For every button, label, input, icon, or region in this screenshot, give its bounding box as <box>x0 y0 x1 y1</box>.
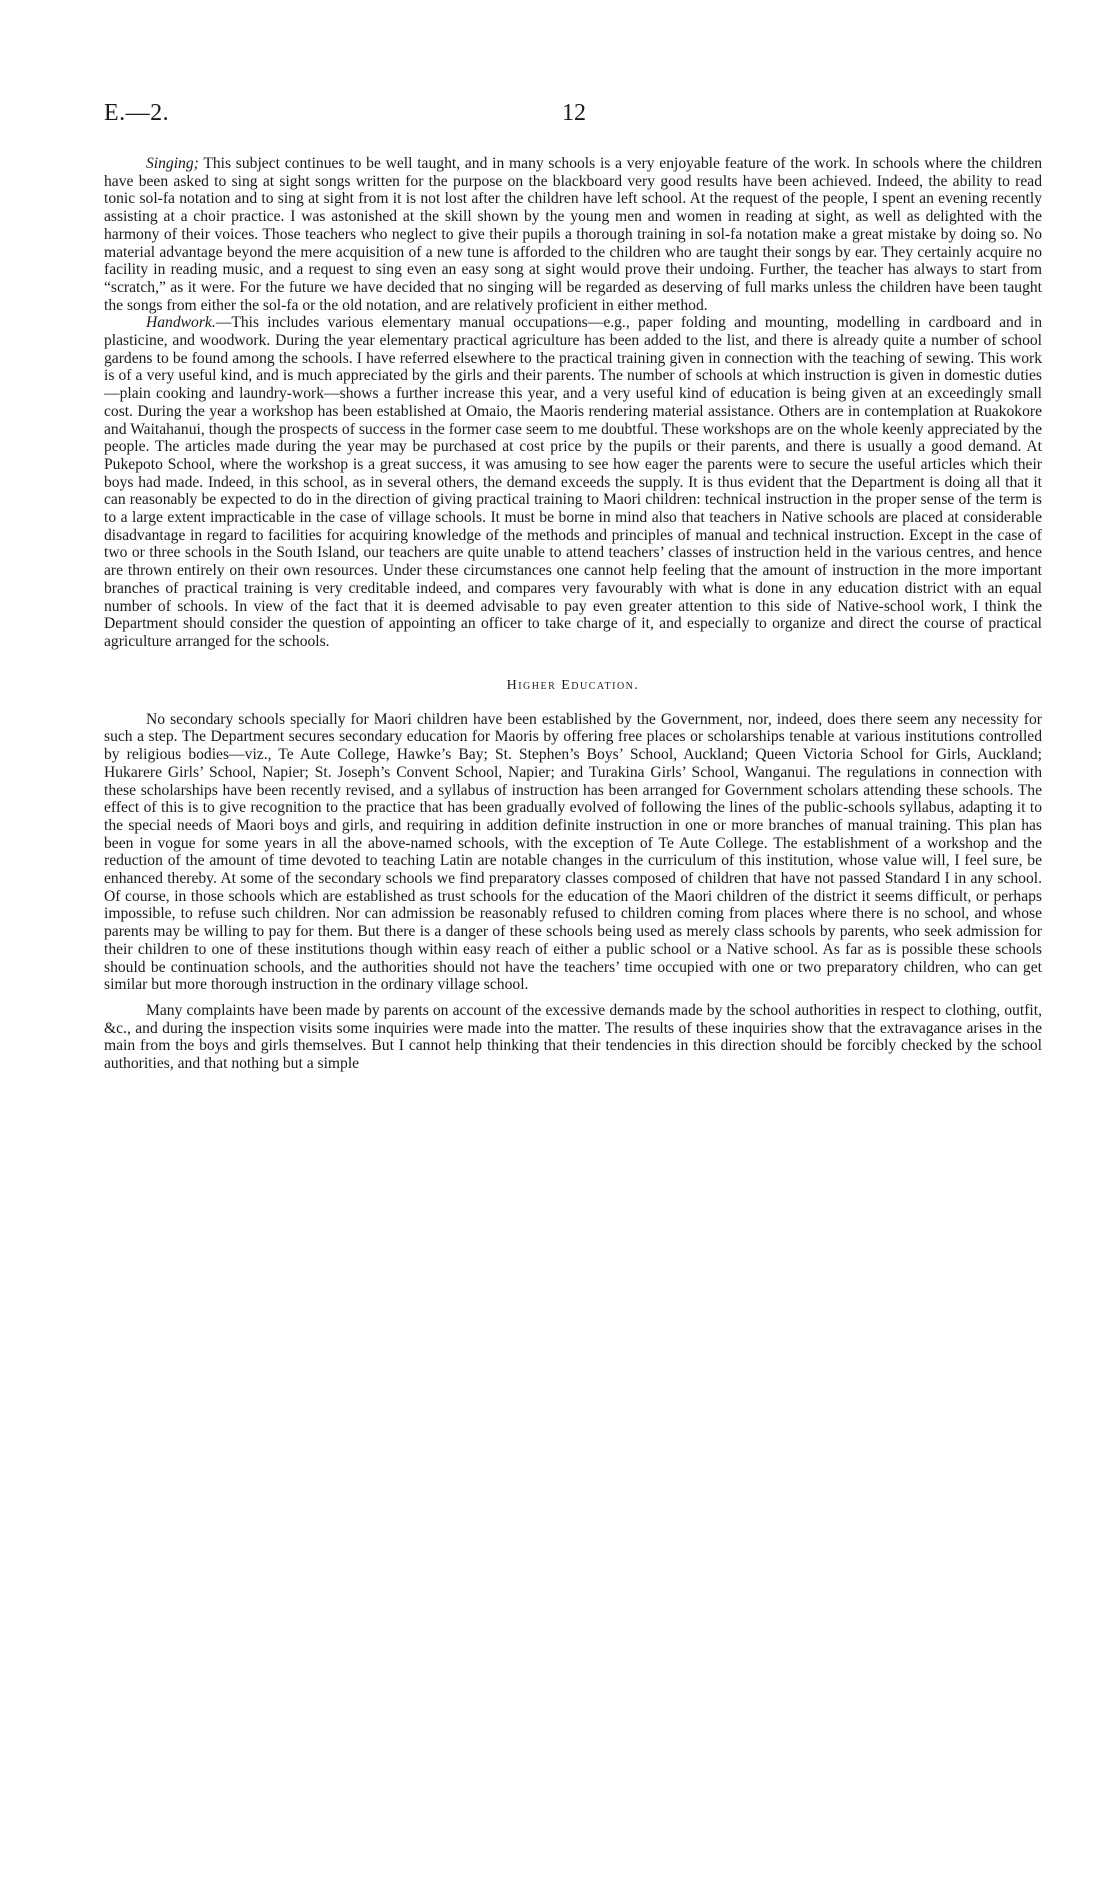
handwork-text: —This includes various elementary manual occupations—e.g., paper folding and mounting, modelling in cardboard and in plasticine, and woodwork. During the year elementary practical agriculture has been added to the list, and there is already quite a number of school gardens to be found among the schools. I have referred elsewhere to the practical training given in connection with the teaching of sewing. This work is of a very useful kind, and is much appreciated by the girls and their parents. The number of schools at which instruction is given in domestic duties—plain cooking and laundry-work—shows a further increase this year, and a very useful kind of education is being given at an exceedingly small cost. During the year a workshop has been established at Omaio, the Maoris rendering material assistance. Others are in contemplation at Ruakokore and Waitahanui, though the prospects of success in the former case seem to me doubtful. These workshops are on the whole keenly appreciated by the people. The articles made during the year may be purchased at cost price by the pupils or their parents, and there is usually a good demand. At Pukepoto School, where the workshop is a great success, it was amusing to see how eager the parents were to secure the useful articles which their boys had made. Indeed, in this school, as in several others, the demand exceeds the supply. It is thus evident that the Department is doing all that it can reasonably be expected to do in the direction of giving practical training to Maori children: technical instruction in the proper sense of the term is to a large extent impracticable in the case of village schools. It must be borne in mind also that teachers in Native schools are placed at considerable disadvantage in regard to facilities for acquiring knowledge of the methods and principles of manual and technical instruction. Except in the case of two or three schools in the South Island, our teachers are quite unable to attend teachers’ classes of instruction held in the various centres, and hence are thrown entirely on their own resources. Under these circumstances one cannot help feeling that the amount of instruction in the more important branches of practical training is very creditable indeed, and compares very favourably with what is done in any education district with an equal number of schools. In view of the fact that it is deemed advisable to pay even greater attention to this side of Native-school work, I think the Department should consider the question of appointing an officer to take charge of it, and especially to organize and direct the course of practical agriculture arranged for the schools. <box>104 314 1042 650</box>
singing-paragraph <box>104 155 1042 314</box>
singing-lead: Singing; <box>146 155 199 172</box>
higher-education-paragraph-1: No secondary schools specially for Maori children have been established by the Government, nor, indeed, does there seem any necessity for such a step. The Department secures secondary education for Maoris by offering free places or scholarships tenable at various institutions controlled by religious bodies—viz., Te Aute College, Hawke’s Bay; St. Stephen’s Boys’ School, Auckland; Queen Victoria School for Girls, Auckland; Hukarere Girls’ School, Napier; St. Joseph’s Convent School, Napier; and Turakina Girls’ School, Wanganui. The regulations in connection with these scholarships have been recently revised, and a syllabus of instruction has been arranged for Government scholars attending these schools. The effect of this is to give recognition to the practice that has been gradually evolved of following the lines of the public-schools syllabus, adapting it to the special needs of Maori boys and girls, and requiring in addition definite instruction in one or more branches of manual training. This plan has been in vogue for some years in all the above-named schools, with the exception of Te Aute College. The establishment of a workshop and the reduction of the amount of time devoted to teaching Latin are notable changes in the curriculum of this institution, whose value will, I feel sure, be enhanced thereby. At some of the secondary schools we find preparatory classes composed of children that have not passed Standard I in any school. Of course, in those schools which are established as trust schools for the education of the Maori children of the district it seems difficult, or perhaps impossible, to refuse such children. Nor can admission be reasonably refused to children coming from places where there is no school, and whose parents may be willing to pay for them. But there is a danger of these schools being used as merely class schools by parents, who seek admission for their children to one of these institutions though within easy reach of either a public school or a Native school. As far as is possible these schools should be continuation schools, and the authorities should not have the teachers’ time occupied with one or two preparatory children, who can get similar but more thorough instruction in the ordinary village school. <box>104 710 1042 994</box>
page-number: 12 <box>562 100 586 126</box>
body-text <box>104 155 1042 1073</box>
document-reference: E.—2. <box>104 100 170 126</box>
paragraph-gap <box>104 994 1042 1002</box>
handwork-paragraph <box>104 314 1042 650</box>
higher-education-paragraph-2: Many complaints have been made by parents on account of the excessive demands made by the school authorities in respect to clothing, outfit, &c., and during the inspection visits some inquiries were made into the matter. The results of these inquiries show that the extravagance arises in the main from the boys and girls themselves. But I cannot help thinking that their tendencies in this direction should be forcibly checked by the school authorities, and that nothing but a simple <box>104 1001 1042 1073</box>
page-header <box>104 100 1044 130</box>
singing-text: This subject continues to be well taught, and in many schools is a very enjoyable feature of the work. In schools where the children have been asked to sing at sight songs written for the purpose on the blackboard very good results have been achieved. Indeed, the ability to read tonic sol-fa notation and to sing at sight from it is not lost after the children have left school. At the request of the people, I spent an evening recently assisting at a choir practice. I was astonished at the skill shown by the young men and women in reading at sight, as well as delighted with the harmony of their voices. Those teachers who neglect to give their pupils a thorough training in sol-fa notation make a great mistake by doing so. No material advantage beyond the mere acquisition of a new tune is afforded to the children who are taught their songs by ear. They certainly acquire no facility in reading music, and a request to sing even an easy song at sight would prove their undoing. Further, the teacher has always to start from “scratch,” as it were. For the future we have decided that no singing will be regarded as deserving of full marks unless the children have been taught the songs from either the sol-fa or the old notation, and are relatively proficient in either method. <box>104 155 1042 314</box>
handwork-lead: Handwork. <box>146 314 216 332</box>
higher-education-heading: Higher Education. <box>506 677 640 693</box>
